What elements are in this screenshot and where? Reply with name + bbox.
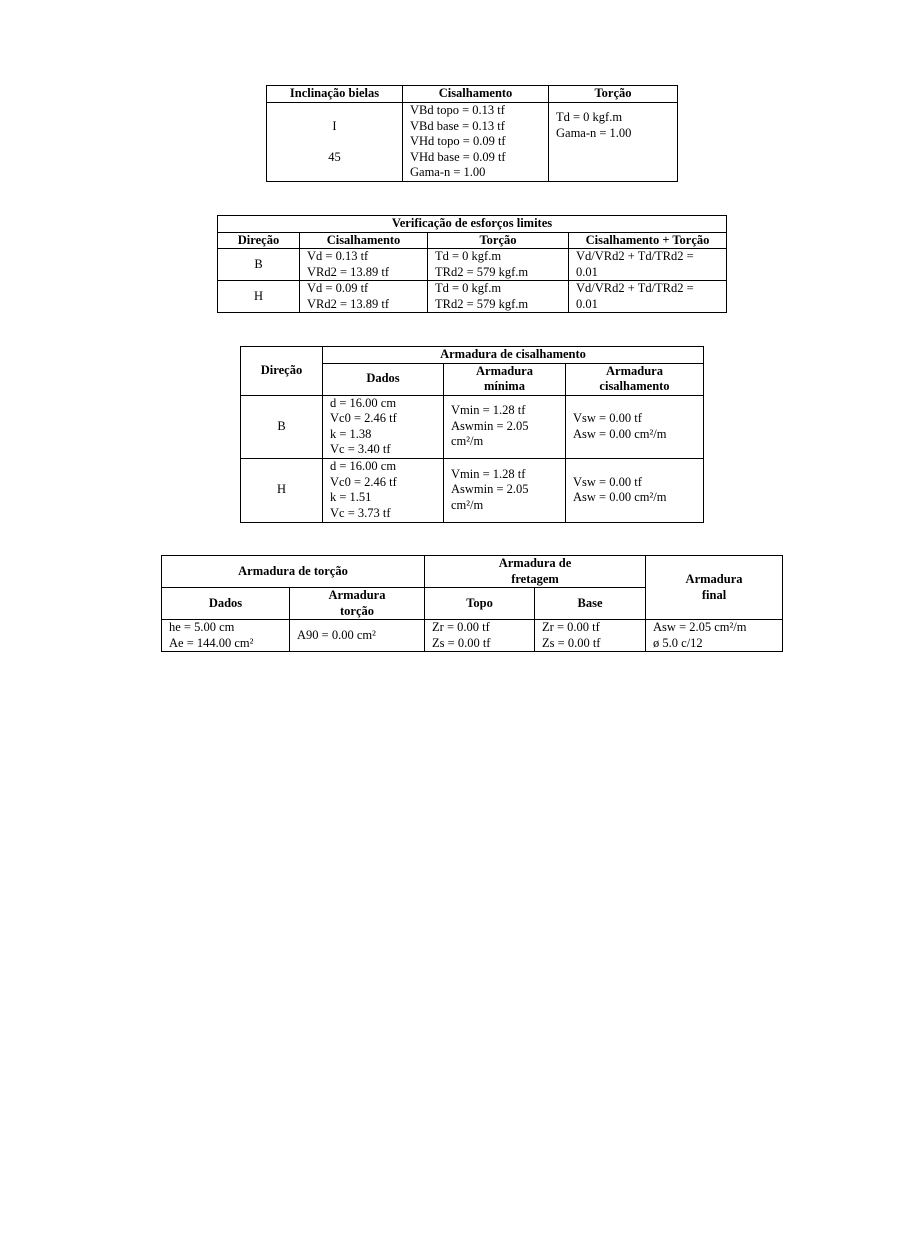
- armadura-torcao-table: [161, 555, 783, 652]
- cisalhamento-cell: Vsw = 0.00 tf Asw = 0.00 cm²/m: [566, 458, 704, 522]
- cisalhamento-cell: Vsw = 0.00 tf Asw = 0.00 cm²/m: [566, 395, 704, 458]
- table-row: [241, 395, 704, 458]
- combinado-cell: Vd/VRd2 + Td/TRd2 = 0.01: [569, 249, 727, 281]
- header-direcao: Direção: [241, 347, 323, 396]
- armadura-cisalhamento-table: [240, 346, 704, 523]
- base-cell: Zr = 0.00 tf Zs = 0.00 tf: [535, 620, 646, 652]
- header-torcao: Torção: [428, 232, 569, 249]
- direcao-cell: H: [218, 281, 300, 313]
- torcao-cell: Td = 0 kgf.m TRd2 = 579 kgf.m: [428, 281, 569, 313]
- cisalhamento-cell: Vd = 0.13 tf VRd2 = 13.89 tf: [300, 249, 428, 281]
- header-cisalhamento: Cisalhamento: [403, 86, 549, 103]
- cisalhamento-cell: Vd = 0.09 tf VRd2 = 13.89 tf: [300, 281, 428, 313]
- header-cis-torcao: Cisalhamento + Torção: [569, 232, 727, 249]
- dados-cell: d = 16.00 cm Vc0 = 2.46 tf k = 1.38 Vc = 3.40 tf: [323, 395, 444, 458]
- header-armadura-fretagem: Armadura de fretagem: [425, 556, 646, 588]
- header-armadura-torcao: Armadura de torção: [162, 556, 425, 588]
- table-row: [218, 249, 727, 281]
- minima-cell: Vmin = 1.28 tf Aswmin = 2.05 cm²/m: [444, 395, 566, 458]
- dados-cell: he = 5.00 cm Ae = 144.00 cm²: [162, 620, 290, 652]
- header-armadura-final: Armadura final: [646, 556, 783, 620]
- header-direcao: Direção: [218, 232, 300, 249]
- header-inclinacao: Inclinação bielas: [267, 86, 403, 103]
- final-cell: Asw = 2.05 cm²/m ø 5.0 c/12: [646, 620, 783, 652]
- header-armadura-cis: Armadura cisalhamento: [566, 363, 704, 395]
- header-dados: Dados: [323, 363, 444, 395]
- topo-cell: Zr = 0.00 tf Zs = 0.00 tf: [425, 620, 535, 652]
- header-base: Base: [535, 588, 646, 620]
- table-row: [162, 620, 783, 652]
- header-armadura-torcao-sub: Armadura torção: [290, 588, 425, 620]
- torcao-cell: Td = 0 kgf.m Gama-n = 1.00: [549, 103, 678, 182]
- inclinacao-value: 45: [328, 149, 341, 164]
- torcao-cell: Td = 0 kgf.m TRd2 = 579 kgf.m: [428, 249, 569, 281]
- header-armadura-minima: Armadura mínima: [444, 363, 566, 395]
- header-torcao: Torção: [549, 86, 678, 103]
- direcao-cell: B: [241, 395, 323, 458]
- inclinacao-cell: [267, 103, 403, 182]
- verificacao-table: [217, 215, 727, 313]
- direcao-cell: H: [241, 458, 323, 522]
- dados-cell: d = 16.00 cm Vc0 = 2.46 tf k = 1.51 Vc = 3.73 tf: [323, 458, 444, 522]
- verificacao-title: Verificação de esforços limites: [218, 216, 727, 233]
- cisalhamento-cell: VBd topo = 0.13 tf VBd base = 0.13 tf VHd topo = 0.09 tf VHd base = 0.09 tf Gama-n = 1.00: [403, 103, 549, 182]
- inclinacao-roman: I: [332, 118, 337, 133]
- table-row: [241, 458, 704, 522]
- combinado-cell: Vd/VRd2 + Td/TRd2 = 0.01: [569, 281, 727, 313]
- header-topo: Topo: [425, 588, 535, 620]
- direcao-cell: B: [218, 249, 300, 281]
- torcao-cell: A90 = 0.00 cm²: [290, 620, 425, 652]
- inclinacao-table: [266, 85, 678, 182]
- table-row: [218, 281, 727, 313]
- header-dados: Dados: [162, 588, 290, 620]
- header-armadura-cisalhamento: Armadura de cisalhamento: [323, 347, 704, 364]
- minima-cell: Vmin = 1.28 tf Aswmin = 2.05 cm²/m: [444, 458, 566, 522]
- header-cisalhamento: Cisalhamento: [300, 232, 428, 249]
